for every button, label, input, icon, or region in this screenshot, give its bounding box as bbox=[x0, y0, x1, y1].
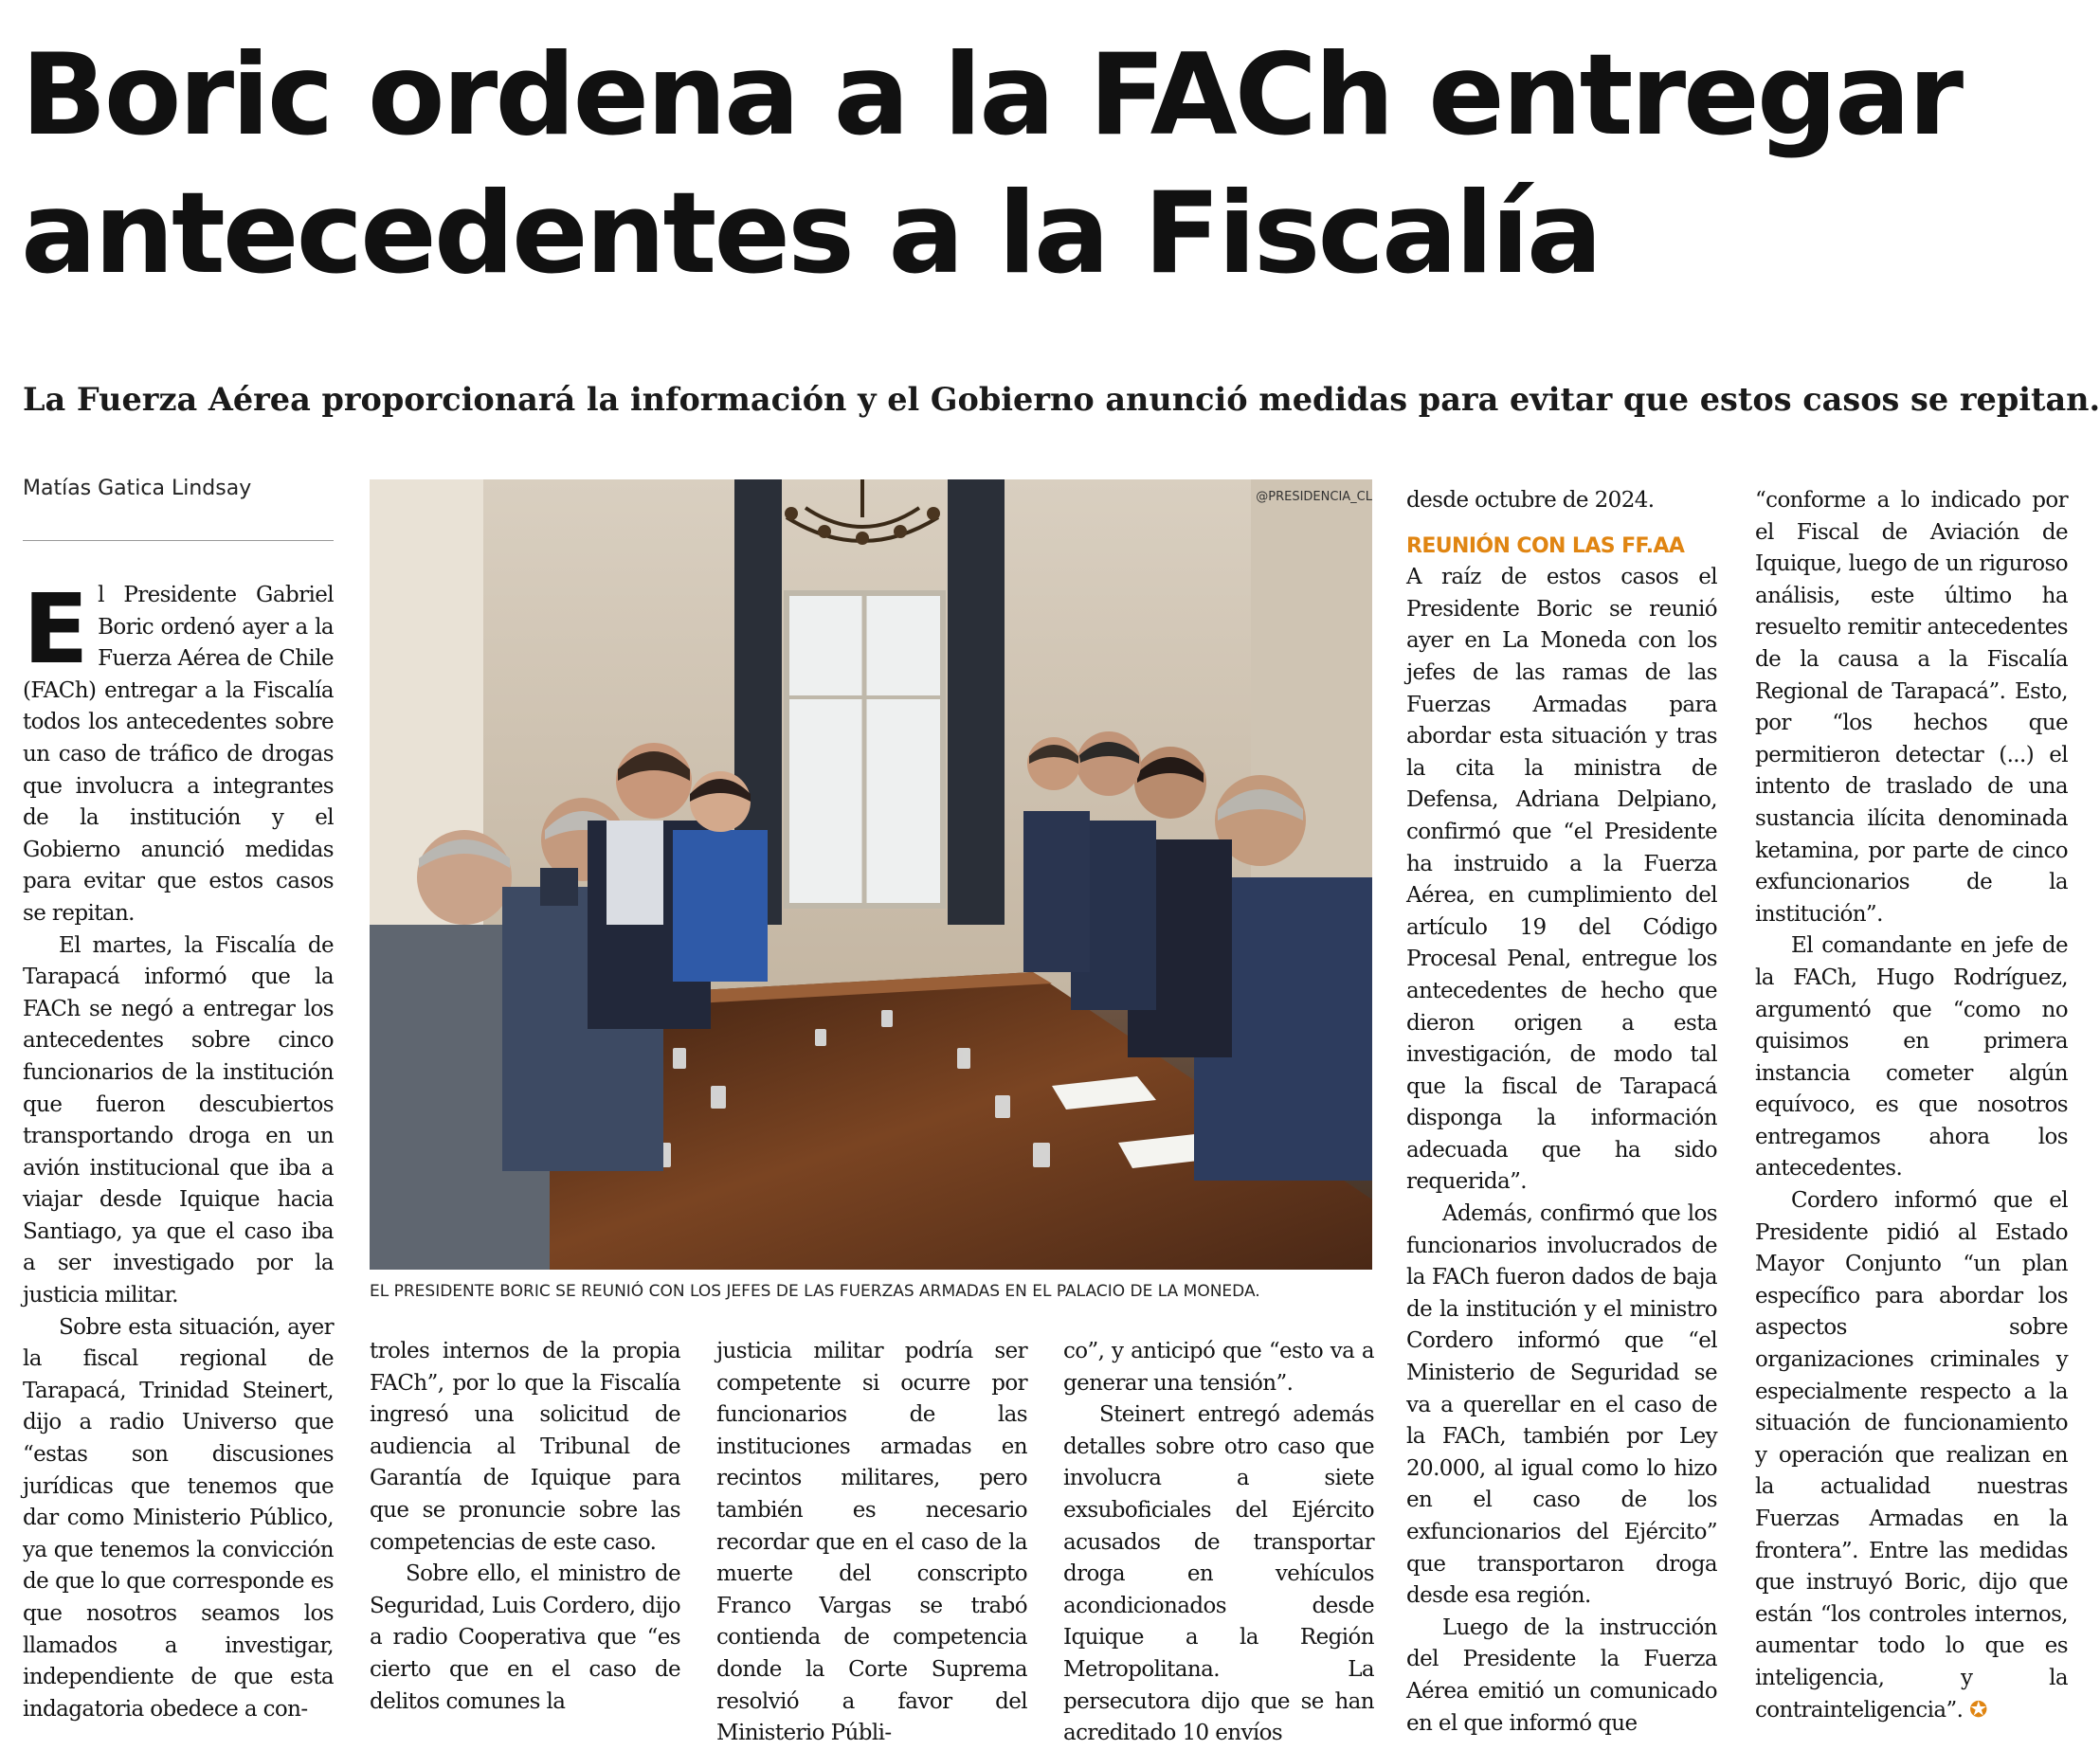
photo-credit: @PRESIDENCIA_CL bbox=[1256, 490, 1372, 504]
headline: Boric ordena a la FACh entregar antecedentes a la Fiscalía bbox=[21, 30, 1962, 299]
paragraph-lead bbox=[23, 573, 334, 930]
byline-rule bbox=[23, 540, 334, 541]
paragraph: Sobre ello, el ministro de Seguridad, Luis Cordero, dijo a radio Cooperativa que “es cierto que en el caso de delitos comunes la bbox=[370, 1561, 680, 1714]
paragraph: El comandante en jefe de la FACh, Hugo Rodríguez, argumentó que “como no quisimos en primera instancia cometer algún equívoco, es que nosotros entregamos ahora los antecedentes. bbox=[1755, 933, 2068, 1182]
subheadline: La Fuerza Aérea proporcionará la información y el Gobierno anunció medidas para evitar que estos casos se repitan. bbox=[23, 381, 2100, 418]
paragraph: Steinert entregó además detalles sobre otro caso que involucra a siete exsuboficiales del Ejército acusados de transportar droga en vehículos acondicionados desde Iquique a la Región Metropolitana. La persecutora dijo que se han acreditado 10 envíos bbox=[1063, 1402, 1374, 1746]
drop-cap: E bbox=[23, 573, 89, 686]
paragraph: A raíz de estos casos el Presidente Boric se reunió ayer en La Moneda con los jefes de las ramas de las Fuerzas Armadas para abordar esta situación y tras la cita la ministra de Defensa, Adriana Delpiano, confirmó que “el Presidente ha instruido a la Fuerza Aérea, en cumplimiento del artículo 19 del Código Procesal Penal, entregue los antecedentes de hecho que dieron origen a esta investigación, de modo tal que la fiscal de Tarapacá disponga la información adecuada que ha sido requerida”. bbox=[1406, 565, 1717, 1195]
end-mark-icon: ✪ bbox=[1969, 1697, 1987, 1723]
article-photo bbox=[370, 479, 1372, 1270]
meeting-photo-illustration bbox=[370, 479, 1372, 1270]
paragraph: co”, y anticipó que “esto va a generar una tensión”. bbox=[1063, 1339, 1374, 1396]
paragraph: Además, confirmó que los funcionarios involucrados de la FACh fueron dados de baja de la institución y el ministro Cordero informó que “el Ministerio de Seguridad se va a querellar en el caso de la FACh, también por Ley 20.000, al igual como lo hizo en el caso de los exfuncionarios del Ejército” que transportaron droga desde esa región. bbox=[1406, 1201, 1717, 1609]
paragraph: troles internos de la propia FACh”, por lo que la Fiscalía ingresó una solicitud de audiencia al Tribunal de Garantía de Iquique para que se pronuncie sobre las competencias de este caso. bbox=[370, 1339, 680, 1555]
paragraph: “conforme a lo indicado por el Fiscal de Aviación de Iquique, luego de un riguroso análisis, este último ha resuelto remitir antecedentes de la causa a la Fiscalía Regional de Tarapacá”. Esto, por “los hechos que permitieron detectar (...) el intento de traslado de una sustancia ilícita denominada ketamina, por parte de cinco exfuncionarios de la institución”. bbox=[1755, 488, 2068, 927]
paragraph: El martes, la Fiscalía de Tarapacá informó que la FACh se negó a entregar los antecedentes sobre cinco funcionarios de la institución que fueron descubiertos transportando droga en un avión institucional que iba a viajar desde Iquique hacia Santiago, ya que el caso iba a ser investigado por la justicia militar. bbox=[23, 932, 334, 1308]
lead-text: l Presidente Gabriel Boric ordenó ayer a la Fuerza Aérea de Chile (FACh) entregar a la Fiscalía todos los antecedentes sobre un caso de tráfico de drogas que involucra a integrantes de la institución y el Gobierno anunció medidas para evitar que estos casos se repitan. bbox=[23, 583, 334, 926]
paragraph: Sobre esta situación, ayer la fiscal regional de Tarapacá, Trinidad Steinert, dijo a radio Universo que “estas son discusiones jurídicas que tenemos que dar como Ministerio Público, ya que tenemos la convicción de que lo que corresponde es que nosotros seamos los llamados a investigar, independiente de que esta indagatoria obedece a con- bbox=[23, 1314, 334, 1722]
column-4 bbox=[1063, 1336, 1374, 1746]
paragraph: Luego de la instrucción del Presidente la Fuerza Aérea emitió un comunicado en el que informó que bbox=[1406, 1615, 1717, 1736]
byline: Matías Gatica Lindsay bbox=[23, 477, 252, 500]
photo-caption: EL PRESIDENTE BORIC SE REUNIÓ CON LOS JEFES DE LAS FUERZAS ARMADAS EN EL PALACIO DE LA MONEDA. bbox=[370, 1282, 1260, 1301]
column-6 bbox=[1755, 485, 2068, 1728]
paragraph: justicia militar podría ser competente si ocurre por funcionarios de las instituciones armadas en recintos militares, pero también es necesario recordar que en el caso de la muerte del conscripto Franco Vargas se trabó contienda de competencia donde la Corte Suprema resolvió a favor del Ministerio Públi- bbox=[716, 1339, 1027, 1746]
paragraph: desde octubre de 2024. bbox=[1406, 488, 1655, 513]
column-1 bbox=[23, 573, 334, 1728]
section-subtitle: REUNIÓN CON LAS FF.AA bbox=[1406, 533, 1685, 558]
paragraph bbox=[1755, 1185, 2068, 1726]
column-2 bbox=[370, 1336, 680, 1728]
column-5 bbox=[1406, 485, 1717, 1736]
paragraph-text: Cordero informó que el Presidente pidió al Estado Mayor Conjunto “un plan específico para abordar los aspectos sobre organizaciones criminales y especialmente respecto a la situación de funcionamiento y operación que realizan en la actualidad nuestras Fuerzas Armadas en la frontera”. Entre las medidas que instruyó Boric, dijo que están “los controles internos, aumentar todo lo que es inteligencia, y la contrainteligencia”. bbox=[1755, 1188, 2068, 1723]
column-3 bbox=[716, 1336, 1027, 1746]
